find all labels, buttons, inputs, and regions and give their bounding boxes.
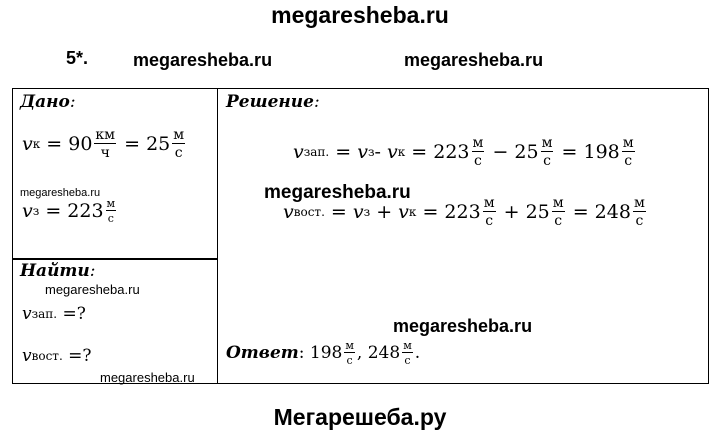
answer-line: Ответ : 198 $\frac{м}{с}$ , 248 $\frac{м}{с}$ . — [226, 339, 421, 367]
solution-header: Решение: — [226, 92, 320, 112]
site-watermark-bottom: Мегарешеба.ру — [273, 404, 447, 430]
given-cell — [12, 88, 218, 260]
solution-equation-east: v вост. = v з + v к = 223 $\frac{м}{с}$ + 25 $\frac{м}{с}$ = 248 $\frac{м}{с}$ — [283, 195, 645, 229]
problem-number: 5*. — [66, 48, 89, 68]
find-header: Найти: — [20, 261, 96, 281]
site-watermark-top: megaresheba.ru — [271, 2, 449, 28]
find-item-east: v вост. =? — [22, 346, 92, 366]
site-watermark: megaresheba.ru — [404, 50, 544, 70]
find-item-west: v зап. =? — [22, 304, 86, 324]
given-equation-speed-plane: v з = 223 $\frac{м}{с}$ — [22, 197, 116, 225]
site-watermark: megaresheba.ru — [133, 50, 273, 70]
site-watermark-small: megaresheba.ru — [100, 370, 195, 385]
given-equation-speed-wind: v к = 90 $\frac{км}{ч}$ = 25 $\frac{м}{с}$ — [22, 127, 185, 161]
site-watermark-small: megaresheba.ru — [20, 187, 101, 199]
site-watermark: megaresheba.ru — [393, 316, 533, 336]
given-header: Дано: — [20, 92, 76, 112]
site-watermark-small: megaresheba.ru — [45, 282, 140, 297]
site-watermark: megaresheba.ru — [264, 182, 411, 203]
solution-equation-west: v зап. = v з - v к = 223 $\frac{м}{с}$ − 25 $\frac{м}{с}$ = 198 $\frac{м}{с}$ — [293, 135, 634, 169]
